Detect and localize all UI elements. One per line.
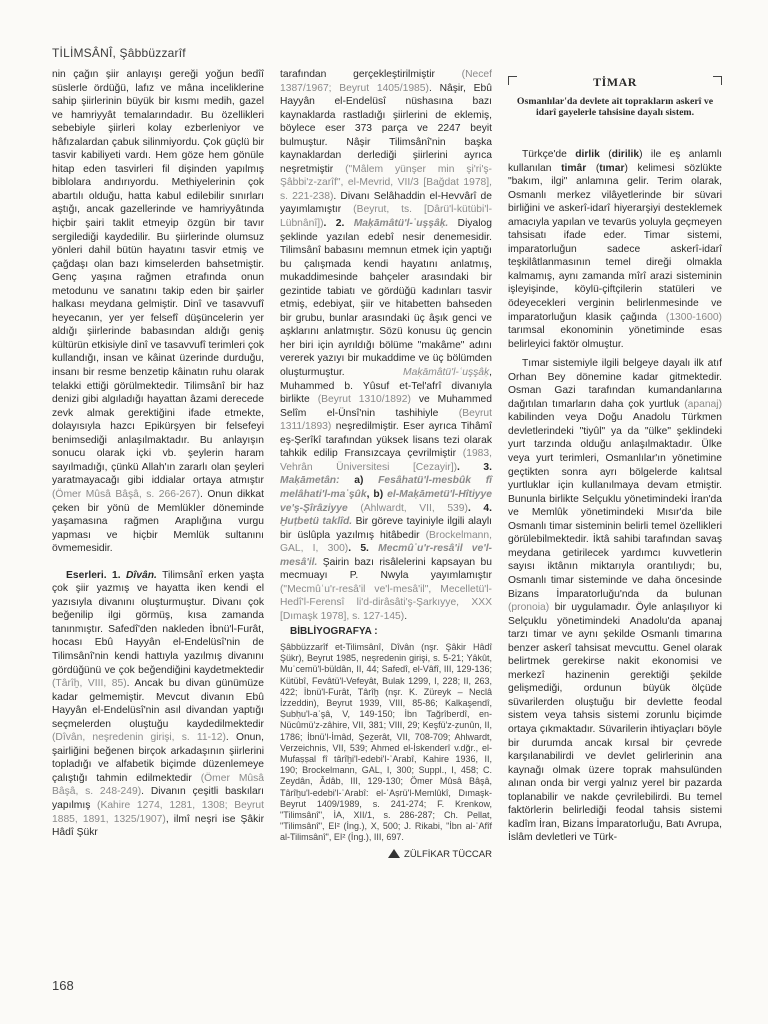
bibliography-heading: BİBLİYOGRAFYA : bbox=[290, 626, 378, 638]
works-paragraph: Eserleri. 1. Dîvân. Tilimsânî erken yaşta çok şiir yazmış ve hayatta iken kendi el yazısıyla divanını oluşturmuştur. Divanı çok beğenilip ilgi görmüş, kısa zamanda tanınmıştır. Safedî'den nakleden İbnü'l-Furât, hocası Ebû Hayyân el-Endelüsî'nin de Tilimsânî'nin kendi hattıyla yazılmış divanını gördüğünü ve çok beğendiğini kaydetmektedir (Târîḫ, VIII, 85). Ancak bu divan günümüze kadar gelmemiştir. Mevcut divanın Ebû Hayyân el-Endelüsî'nin asıl divandan yaptığı seçmelerden oluştuğu kaydedilmektedir (Dîvân, neşredenin girişi, s. 11-12). Onun, şairliğini beğenen birçok arkadaşının şiirlerini topladığı ve alfabetik biçimde düzenlemeye çalıştığı tahmin edilmektedir (Ömer Mûsâ Bâşâ, s. 248-249). Divanın çeşitli baskıları yapılmış (Kahire 1274, 1281, 1308; Beyrut 1885, 1891, 1325/1907), ilmî neşri ise Şâkir Hâdî Şükr bbox=[52, 569, 265, 839]
column-3 bbox=[508, 68, 722, 845]
corner-bracket-icon bbox=[713, 76, 722, 85]
running-header: TİLİMSÂNÎ, Şâbbüzzarîf bbox=[52, 46, 186, 60]
author-triangle-icon bbox=[388, 849, 400, 858]
paragraph: Türkçe'de dirlik (dirilik) ile eş anlamlı kullanılan timâr (tımar) kelimesi sözlükte "bakım, ilgi" anlamına gelir. Terim olarak, Osmanlı merkez vilâyetlerinde bir süvari birliğini ve askerî-idarî hiyerarşiyi desteklemek amacıyla yapılan ve tevarüs yoluyla geçmeyen tahsisatı ifade eder. Timar sistemi, imparatorluğun sadece askerî-idarî teşkilâtlanmasının temel direği olmakla kalmamış, aynı zamanda mîrî arazi sisteminin işleyişinde, köylü-çiftçilerin statüleri ve ödeyecekleri verginin belirlenmesinde ve imparatorluğun klasik çağında (1300-1600) tarımsal ekonominin yönetiminde esas belirleyici faktör olmuştur. bbox=[508, 149, 722, 350]
paragraph: tarafından gerçekleştirilmiştir (Necef 1387/1967; Beyrut 1405/1985). Nâşir, Ebû Hayyân el-Endelüsî nüshasına bazı kaynaklarda rastladığı şiirlerini de eklemiş, böylece eser 373 parça ve 2247 beyit bulmuştur. Nâşir Tilimsânî'nin başka kaynaklardan derlediği şiirlerini ayrıca neşretmiştir ("Mâlem yünşer min şi'ri'ş-Şâbbi'z-zarîf", el-Mevrid, VII/3 [Bağdat 1978], s. 221-238). Divanı Selâhaddin el-Hevvârî de yayımlamıştır (Beyrut, ts. [Dârü'l-kütübi'l-Lübnânî]). 2. Maḳāmâtü'l-ʿuşşâḳ. Diyalog şeklinde yazılan edebî nesir denemesidir. Tilimsânî babasını memnun etmek için yaptığı bu çalışmada kendi hayatını anlatmış, mukaddimesinde bahçeler arasındaki bir gezintide tabiatı ve gördüğü kadınları tasvir etmiş, edebiyat, şiir ve hitabetten bahseden bir grubu, bunlar arasındaki üç âşık genci ve aşklarını anlatmıştır. Sözü konusu üç gencin her biri için ayrıldığı bölüme "makâme" adını vererek yazıyı bir mukaddime ve üç bölümden oluşturmuştur. Maḳāmâtü'l-ʿuşşâḳ, Muhammed b. Yûsuf et-Tel'afrî divanıyla birlikte (Beyrut 1310/1892) ve Muhammed Selîm el-Ünsî'nin tashihiyle (Beyrut 1311/1893) neşredilmiştir. Eser ayrıca Tihâmî eş-Şerîkî tarafından yüksek lisans tezi olarak tahkik edilip Fransızcaya çevrilmiştir (1983, Vehrân Üniversitesi [Cezayir]). 3. Maḳāmetân: a) Fesâhatü'l-mesbûk fî melâhati'l-maʿşûk, b) el-Maḳāmetü'l-Hîtiyye ve'ş-Şîrâziyye (Ahlwardt, VII, 539). 4. Ḫuṭbetü taklîd. Bir göreve tayiniyle ilgili alaylı bir üslûpla yazılmış hitâbedir (Brockelmann, GAL, I, 300). 5. Mecmûʿu'r-resâ'il ve'l-mesâ'il. Şairin bazı risâlelerini kapsayan bu mecmuayı P. Nwyla yayımlamıştır ("Mecmûʿu'r-resâ'il ve'l-mesâ'il", Mecelletü'l-Hedî'l-Ferensî li'd-dirâsâti'ş-Şarkıyye, XXX [Dımaşk 1978], s. 127-145). bbox=[280, 69, 493, 622]
paragraph: nin çağın şiir anlayışı gereği yoğun bedîî süslerle ördüğü, lafız ve mâna inceliklerine sahip şiirlerinin büyük bir kısmı medih, gazel ve hamriyyât temalarındadır. Bu özellikleri sebebiyle şiirleri kolay ezberleniyor ve hâfızalardan çabuk silinmiyordu. Çok güçlü bir tasvir kabiliyeti vardı. Hem göze hem gönüle hitap eden tasvirleri fil dişinden yapılmış biblolara andırıyordu. Methiyelerinin çok abartılı olduğu, hatta kabul edilebilir sınırları aştığı, ancak gazellerinde ve hamriyyâtında hiçbir şairi taklit etmeyip özgün bir tavır sergilediği kaydedilir. Bu şiirlerinde olumsuz yönleri dahil bütün hayatını tasvir etmiş ve çağdaşı olan bazı kimselerden bahsetmiştir. Genç yaşına rağmen etrafında onun metodunu ve sanatını takip eden bir şairler halkası meydana gelmiştir. Dinî ve tasavvufî heyecanın, yer yer felsefî düşüncelerin yer aldığı şiirlerinde babasından aldığı geniş kültürün etkisiyle dinî ve tasavvufî terimleri çok kullandığı, insan ve kâinat üzerinde durduğu, insanı bir resme benzetip kâinatın ruhu olarak telakki ettiği görülmektedir. Tilimsânî bir haz denizi gibi algıladığı hayattan âzami derecede zevk almak gerektiğini ifade etmekte, dolayısıyla hazcı Epikürşyen bir felsefeyi benimsediği anlaşılmaktadır. Bu anlayışın sonucu olarak içki vb. şeylerin haram sayılmadığı, çünkü Allah'ın zararlı olan şeyleri yaratmayacağı gibi iddialar ortaya atmıştır (Ömer Mûsâ Bâşâ, s. 266-267). Onun dikkat çeken bir yönü de Memlükler döneminde yaşamasına rağmen Araplığına vurgu yapması ve hiçbir Memlük sultanını övmemesidir. bbox=[52, 69, 264, 555]
entry-title: TİMAR bbox=[593, 75, 637, 89]
page-number: 168 bbox=[52, 978, 74, 993]
paragraph: Tımar sistemiyle ilgili belgeye dayalı ilk atıf Orhan Bey dönemine kadar gitmektedir. Osman Gazi tarafından kumandanlarına dağıtılan tımarların daha çok yurtluk (apanaj) kabilinden veya Doğu Anadolu Türkmen devletlerindeki "tiyûl" ya da "ülke" şeklindeki yurt tarzında olduğu anlaşılmaktadır. Ülke veya yurt terimleri, Osmanlılar'ın yönetimine geçtikten sonra ayrı bölgelerde kalıtsal yurtluklar için kullanılmaya devam etmiştir. Bununla birlikte Selçuklu yönetimindeki İran'da ve Memlûk yönetimindeki Mısır'da bile Osmanlı timar sisteminin belirli temel özellikleri görülebilmektedir. İktâ sahibi tarafından savaş meydana getirilecek yardımcı kuvvetlerin sayısı iktânın miktarıyla orantılıydı; bu, Osmanlı timar sisteminde ve daha öncesinde Bizans İmparatorluğu'nda da bulunan (pronoia) bir uygulamadır. Öyle anlaşılıyor ki Selçuklu yönetimindeki Anadolu'da apanaj tarzı timar ve aynı şekilde Osmanlı timarına benzer askerî tahsisat mevcuttu. Genel olarak belirtmek gerekirse nakit ekonomisi ve merkezî hazinenin gerektiği şekilde gelişmediği, ordunun büyük ölçüde süvarilerden oluştuğu bir devlette feodal sistem veya tahsis sistemi zorunlu biçimde ortaya çıkmaktadır. Süvarilerin ihtiyaçları böyle bir durumda ancak kırsal bir çevrede karşılanabilirdi ve devlet gelirlerinin ana kaynağı olmak üzere toprak mahsulünden alınan onda bir vergi yalnız yerel bir pazarda toplanabilir ve nakde çevrilebilirdi. Bu temel faktörlerin belirlediği feodal tahsis sistemi kadîm İran, Bizans İmparatorluğu, Batı Avrupa, İslâm devletleri ve Türk- bbox=[508, 358, 722, 844]
entry-title-box bbox=[508, 76, 722, 142]
entry-subtitle: Osmanlılar'da devlete ait toprakların askerî ve idarî gayelerle tahsisine dayalı sistem. bbox=[516, 95, 714, 119]
column-2 bbox=[280, 68, 492, 861]
author-signature: ZÜLFİKAR TÜCCAR bbox=[280, 848, 492, 862]
bibliography: Şâbbüzzarîf et-Tilimsânî, Dîvân (nşr. Şâkir Hâdî Şükr), Beyrut 1985, neşredenin girişi, s. 5-21; Yâkût, Muʿcemü'l-büldân, II, 44; Safedî, el-Vâfî, III, 129-136; Kütübî, Fevâtü'l-Vefeyât, Bulak 1299, I, 228; II, 263, 422; İbnü'l-Furât, Târîḫ (nşr. K. Züreyk – Neclâ İzzeddin), Beyrut 1939, VIII, 85-86; Kalkaşendî, Ṣubḥu'l-aʿşâ, V, 149-150; İbn Tağrîberdî, en-Nücûmü'z-zâhire, VII, 381; VIII, 29; Keşfü'z-ẓunûn, II, 1786; İbnü'l-İmâd, Şeẕerât, VII, 708-709; Ahlwardt, Verzeichnis, VII, 539; Ahmed el-İskenderî v.dğr., el-Mufaṣṣal fî târîḫi'l-edebi'l-ʿArabî, Kahire 1936, II, 190; Brockelmann, GAL, I, 300; Suppl., I, 458; C. Zeydân, Âdâb, III, 129-130; Ömer Mûsâ Bâşâ, Târîḫu'l-edebi'l-ʿArabî: el-ʿAṣrü'l-Memlûkî, Dımaşk-Beyrut 1409/1989, s. 241-274; F. Krenkow, "Tilimsânî", İA, XII/1, s. 286-287; Ch. Pellat, "Tilimsânî", EI² (İng.), X, 500; J. Rikabi, "İbn al-ʿAfîf al-Tilimsânî", EI² (İng.), III, 697. bbox=[280, 641, 492, 843]
corner-bracket-icon bbox=[508, 76, 517, 85]
column-1 bbox=[52, 68, 264, 840]
entry-body bbox=[508, 148, 722, 845]
